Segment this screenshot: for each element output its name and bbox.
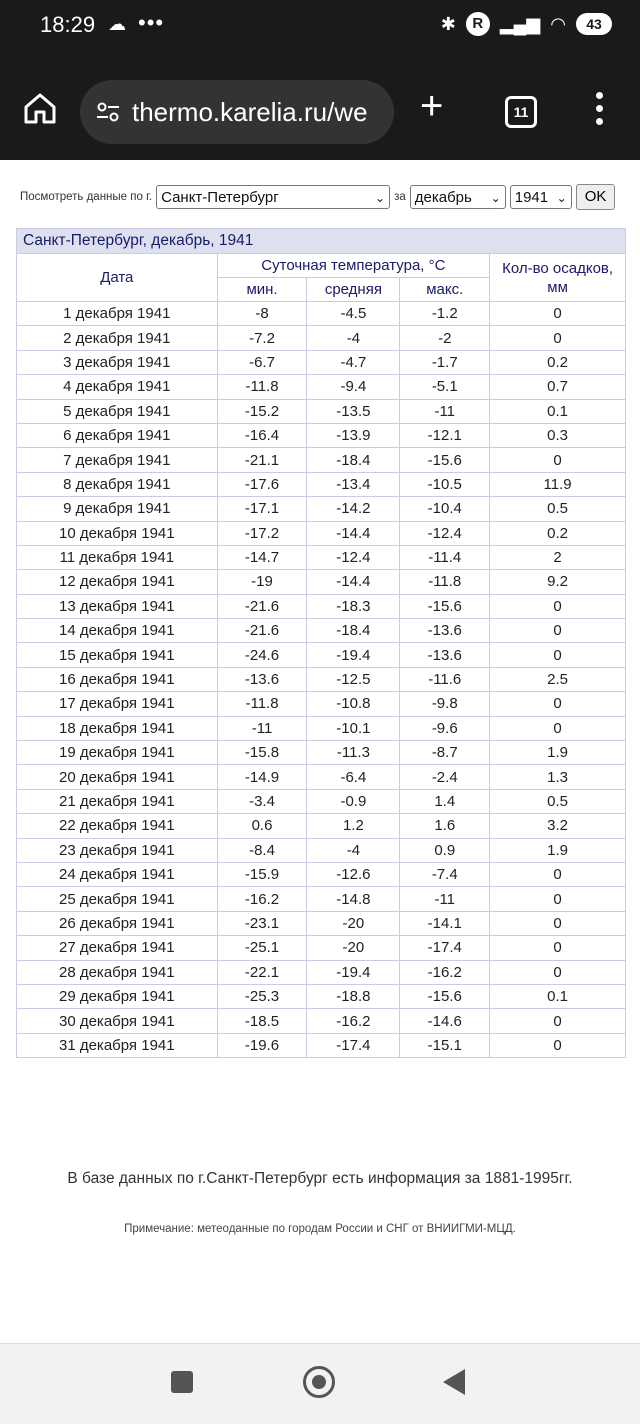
clock: 18:29: [40, 12, 96, 37]
cell-date: 18 декабря 1941: [17, 716, 218, 740]
cell-min: -25.1: [217, 936, 307, 960]
cell-precip: 0: [490, 716, 626, 740]
cell-avg: -12.5: [307, 667, 400, 691]
url-text[interactable]: thermo.karelia.ru/we: [132, 97, 368, 127]
recents-button[interactable]: [171, 1371, 193, 1393]
table-body: [17, 302, 626, 1058]
cell-max: -11.6: [400, 667, 490, 691]
browser-toolbar: [0, 56, 640, 160]
home-button[interactable]: [303, 1366, 335, 1398]
cell-precip: 0.2: [490, 350, 626, 374]
cell-min: -17.1: [217, 497, 307, 521]
cell-avg: -10.1: [307, 716, 400, 740]
cell-max: -13.6: [400, 643, 490, 667]
cell-min: -18.5: [217, 1009, 307, 1033]
table-row: [17, 887, 626, 911]
cell-precip: 0: [490, 619, 626, 643]
cell-min: -15.8: [217, 741, 307, 765]
table-row: [17, 302, 626, 326]
cell-date: 21 декабря 1941: [17, 789, 218, 813]
cell-date: 9 декабря 1941: [17, 497, 218, 521]
cell-date: 13 декабря 1941: [17, 594, 218, 618]
cell-min: -23.1: [217, 911, 307, 935]
cell-date: 2 декабря 1941: [17, 326, 218, 350]
table-row: [17, 667, 626, 691]
battery-icon: 43: [576, 13, 612, 35]
cell-avg: -4.7: [307, 350, 400, 374]
cell-avg: -18.4: [307, 448, 400, 472]
cell-avg: -4.5: [307, 302, 400, 326]
chevron-down-icon: ⌄: [556, 191, 567, 205]
table-row: [17, 936, 626, 960]
header-avg: средняя: [307, 278, 400, 302]
table-caption: Санкт-Петербург, декабрь, 1941: [17, 229, 626, 254]
system-nav-bar: [0, 1343, 640, 1424]
cell-min: -11.8: [217, 692, 307, 716]
cell-min: -17.6: [217, 472, 307, 496]
cell-date: 7 декабря 1941: [17, 448, 218, 472]
table-row: [17, 911, 626, 935]
more-menu-icon[interactable]: [594, 92, 604, 132]
cell-precip: 9.2: [490, 570, 626, 594]
cell-max: -14.1: [400, 911, 490, 935]
back-button[interactable]: [443, 1369, 465, 1395]
cell-precip: 0: [490, 960, 626, 984]
cell-avg: -14.4: [307, 570, 400, 594]
cell-min: -19: [217, 570, 307, 594]
table-row: [17, 789, 626, 813]
cell-max: -15.6: [400, 594, 490, 618]
cell-date: 11 декабря 1941: [17, 545, 218, 569]
cell-precip: 0: [490, 936, 626, 960]
table-row: [17, 570, 626, 594]
cell-precip: 3.2: [490, 814, 626, 838]
cell-precip: 0: [490, 911, 626, 935]
cell-min: -3.4: [217, 789, 307, 813]
cell-precip: 0.5: [490, 789, 626, 813]
status-bar: [0, 0, 640, 56]
cell-precip: 2: [490, 545, 626, 569]
for-label: за: [394, 191, 406, 203]
cell-avg: -13.9: [307, 423, 400, 447]
table-row: [17, 497, 626, 521]
table-row: [17, 594, 626, 618]
cell-max: -2: [400, 326, 490, 350]
home-icon[interactable]: [22, 90, 58, 126]
cell-date: 26 декабря 1941: [17, 911, 218, 935]
year-select[interactable]: 1941 ⌄: [510, 185, 572, 209]
table-row: [17, 765, 626, 789]
source-note: Примечание: метеоданные по городам России и СНГ от ВНИИГМИ-МЦД.: [124, 1223, 516, 1235]
cell-date: 27 декабря 1941: [17, 936, 218, 960]
cell-avg: -11.3: [307, 741, 400, 765]
cell-min: -17.2: [217, 521, 307, 545]
month-select[interactable]: декабрь ⌄: [410, 185, 506, 209]
more-notifications-icon: •••: [138, 10, 165, 35]
cell-min: -21.6: [217, 594, 307, 618]
cell-precip: 0: [490, 1009, 626, 1033]
cell-avg: -9.4: [307, 375, 400, 399]
cell-min: -11.8: [217, 375, 307, 399]
cell-date: 5 декабря 1941: [17, 399, 218, 423]
cell-precip: 0.1: [490, 984, 626, 1008]
table-row: [17, 545, 626, 569]
cell-precip: 1.3: [490, 765, 626, 789]
cell-min: -24.6: [217, 643, 307, 667]
table-row: [17, 399, 626, 423]
cell-date: 30 декабря 1941: [17, 1009, 218, 1033]
cell-precip: 0: [490, 887, 626, 911]
cell-max: -1.2: [400, 302, 490, 326]
cell-date: 20 декабря 1941: [17, 765, 218, 789]
cell-avg: -19.4: [307, 960, 400, 984]
cell-date: 1 декабря 1941: [17, 302, 218, 326]
cell-precip: 0: [490, 594, 626, 618]
cell-max: -13.6: [400, 619, 490, 643]
cell-min: -8: [217, 302, 307, 326]
cell-avg: -12.6: [307, 862, 400, 886]
cell-min: -15.2: [217, 399, 307, 423]
cell-date: 4 декабря 1941: [17, 375, 218, 399]
cell-avg: -14.4: [307, 521, 400, 545]
cell-avg: -18.4: [307, 619, 400, 643]
cell-date: 8 декабря 1941: [17, 472, 218, 496]
cell-precip: 0.7: [490, 375, 626, 399]
cell-date: 19 декабря 1941: [17, 741, 218, 765]
header-min: мин.: [217, 278, 307, 302]
table-row: [17, 423, 626, 447]
cell-precip: 0: [490, 326, 626, 350]
cell-max: -16.2: [400, 960, 490, 984]
table-row: [17, 862, 626, 886]
table-row: [17, 838, 626, 862]
cell-date: 3 декабря 1941: [17, 350, 218, 374]
cell-max: 1.6: [400, 814, 490, 838]
cell-precip: 2.5: [490, 667, 626, 691]
tab-switcher-button[interactable]: 11: [505, 96, 537, 128]
table-row: [17, 741, 626, 765]
cell-min: -16.2: [217, 887, 307, 911]
cell-max: -15.6: [400, 984, 490, 1008]
cell-avg: -18.3: [307, 594, 400, 618]
cell-max: -10.5: [400, 472, 490, 496]
cell-avg: -17.4: [307, 1033, 400, 1057]
cell-max: -9.8: [400, 692, 490, 716]
cell-avg: -0.9: [307, 789, 400, 813]
header-precipitation: Кол-во осадков, мм: [490, 254, 626, 302]
cell-precip: 1.9: [490, 741, 626, 765]
cell-avg: -16.2: [307, 1009, 400, 1033]
cell-precip: 0.2: [490, 521, 626, 545]
cell-avg: -19.4: [307, 643, 400, 667]
cell-date: 22 декабря 1941: [17, 814, 218, 838]
bluetooth-icon: ✱: [440, 13, 456, 34]
cell-precip: 0: [490, 302, 626, 326]
cell-avg: -12.4: [307, 545, 400, 569]
cell-max: -2.4: [400, 765, 490, 789]
cell-max: -15.6: [400, 448, 490, 472]
cell-date: 29 декабря 1941: [17, 984, 218, 1008]
cell-date: 16 декабря 1941: [17, 667, 218, 691]
weather-table: [16, 228, 626, 1058]
cell-min: -15.9: [217, 862, 307, 886]
r-badge-icon: R: [466, 12, 490, 36]
cell-max: -10.4: [400, 497, 490, 521]
cell-max: 1.4: [400, 789, 490, 813]
table-row: [17, 984, 626, 1008]
cell-date: 17 декабря 1941: [17, 692, 218, 716]
filter-form: [20, 184, 615, 210]
cell-avg: -14.2: [307, 497, 400, 521]
cloud-icon: ☁: [108, 14, 126, 34]
cell-avg: -10.8: [307, 692, 400, 716]
cell-date: 10 декабря 1941: [17, 521, 218, 545]
cell-precip: 0: [490, 448, 626, 472]
cell-avg: -13.4: [307, 472, 400, 496]
new-tab-icon[interactable]: +: [420, 84, 444, 128]
city-select[interactable]: Санкт-Петербург ⌄: [156, 185, 390, 209]
cell-max: -1.7: [400, 350, 490, 374]
cell-max: -15.1: [400, 1033, 490, 1057]
table-row: [17, 716, 626, 740]
table-row: [17, 643, 626, 667]
cell-precip: 0: [490, 862, 626, 886]
cell-max: -9.6: [400, 716, 490, 740]
chevron-down-icon: ⌄: [375, 191, 386, 205]
table-row: [17, 960, 626, 984]
site-settings-icon[interactable]: [94, 98, 122, 126]
cell-avg: -4: [307, 838, 400, 862]
cell-date: 6 декабря 1941: [17, 423, 218, 447]
cell-max: -5.1: [400, 375, 490, 399]
header-temperature: Суточная температура, °C: [217, 254, 490, 278]
ok-button[interactable]: OK: [576, 184, 616, 210]
cell-avg: -20: [307, 911, 400, 935]
cell-max: -11: [400, 399, 490, 423]
cell-max: -12.4: [400, 521, 490, 545]
cell-date: 14 декабря 1941: [17, 619, 218, 643]
cell-min: -7.2: [217, 326, 307, 350]
cell-min: 0.6: [217, 814, 307, 838]
table-row: [17, 1033, 626, 1057]
cell-avg: 1.2: [307, 814, 400, 838]
cell-date: 31 декабря 1941: [17, 1033, 218, 1057]
cell-date: 12 декабря 1941: [17, 570, 218, 594]
cell-max: -17.4: [400, 936, 490, 960]
cell-avg: -13.5: [307, 399, 400, 423]
cell-avg: -20: [307, 936, 400, 960]
table-row: [17, 692, 626, 716]
cell-precip: 0.1: [490, 399, 626, 423]
cell-min: -6.7: [217, 350, 307, 374]
cell-min: -25.3: [217, 984, 307, 1008]
database-note: В базе данных по г.Санкт-Петербург есть информация за 1881-1995гг.: [67, 1170, 573, 1187]
header-max: макс.: [400, 278, 490, 302]
cell-precip: 0.3: [490, 423, 626, 447]
cell-min: -14.9: [217, 765, 307, 789]
form-label: Посмотреть данные по г.: [20, 191, 153, 203]
cell-date: 28 декабря 1941: [17, 960, 218, 984]
cell-max: -11: [400, 887, 490, 911]
table-row: [17, 326, 626, 350]
cell-min: -21.1: [217, 448, 307, 472]
header-date: Дата: [17, 254, 218, 302]
cell-min: -13.6: [217, 667, 307, 691]
signal-icon: ▂▄▆: [499, 13, 541, 34]
table-row: [17, 619, 626, 643]
cell-max: 0.9: [400, 838, 490, 862]
cell-precip: 11.9: [490, 472, 626, 496]
cell-precip: 0.5: [490, 497, 626, 521]
cell-min: -22.1: [217, 960, 307, 984]
table-row: [17, 448, 626, 472]
table-row: [17, 521, 626, 545]
status-icons: [441, 12, 612, 36]
cell-min: -11: [217, 716, 307, 740]
table-row: [17, 472, 626, 496]
cell-date: 15 декабря 1941: [17, 643, 218, 667]
cell-avg: -18.8: [307, 984, 400, 1008]
table-row: [17, 814, 626, 838]
cell-date: 23 декабря 1941: [17, 838, 218, 862]
cell-min: -19.6: [217, 1033, 307, 1057]
table-row: [17, 375, 626, 399]
chevron-down-icon: ⌄: [490, 191, 501, 205]
page-content: [0, 160, 640, 1343]
wifi-icon: ◠: [550, 13, 566, 34]
cell-max: -11.4: [400, 545, 490, 569]
cell-precip: 0: [490, 1033, 626, 1057]
cell-avg: -6.4: [307, 765, 400, 789]
cell-min: -21.6: [217, 619, 307, 643]
cell-max: -14.6: [400, 1009, 490, 1033]
cell-avg: -14.8: [307, 887, 400, 911]
table-row: [17, 1009, 626, 1033]
cell-max: -12.1: [400, 423, 490, 447]
cell-avg: -4: [307, 326, 400, 350]
cell-min: -8.4: [217, 838, 307, 862]
cell-max: -7.4: [400, 862, 490, 886]
cell-precip: 1.9: [490, 838, 626, 862]
cell-date: 24 декабря 1941: [17, 862, 218, 886]
cell-max: -8.7: [400, 741, 490, 765]
address-bar[interactable]: [80, 80, 394, 144]
table-row: [17, 350, 626, 374]
cell-precip: 0: [490, 643, 626, 667]
cell-date: 25 декабря 1941: [17, 887, 218, 911]
cell-precip: 0: [490, 692, 626, 716]
cell-max: -11.8: [400, 570, 490, 594]
cell-min: -16.4: [217, 423, 307, 447]
cell-min: -14.7: [217, 545, 307, 569]
